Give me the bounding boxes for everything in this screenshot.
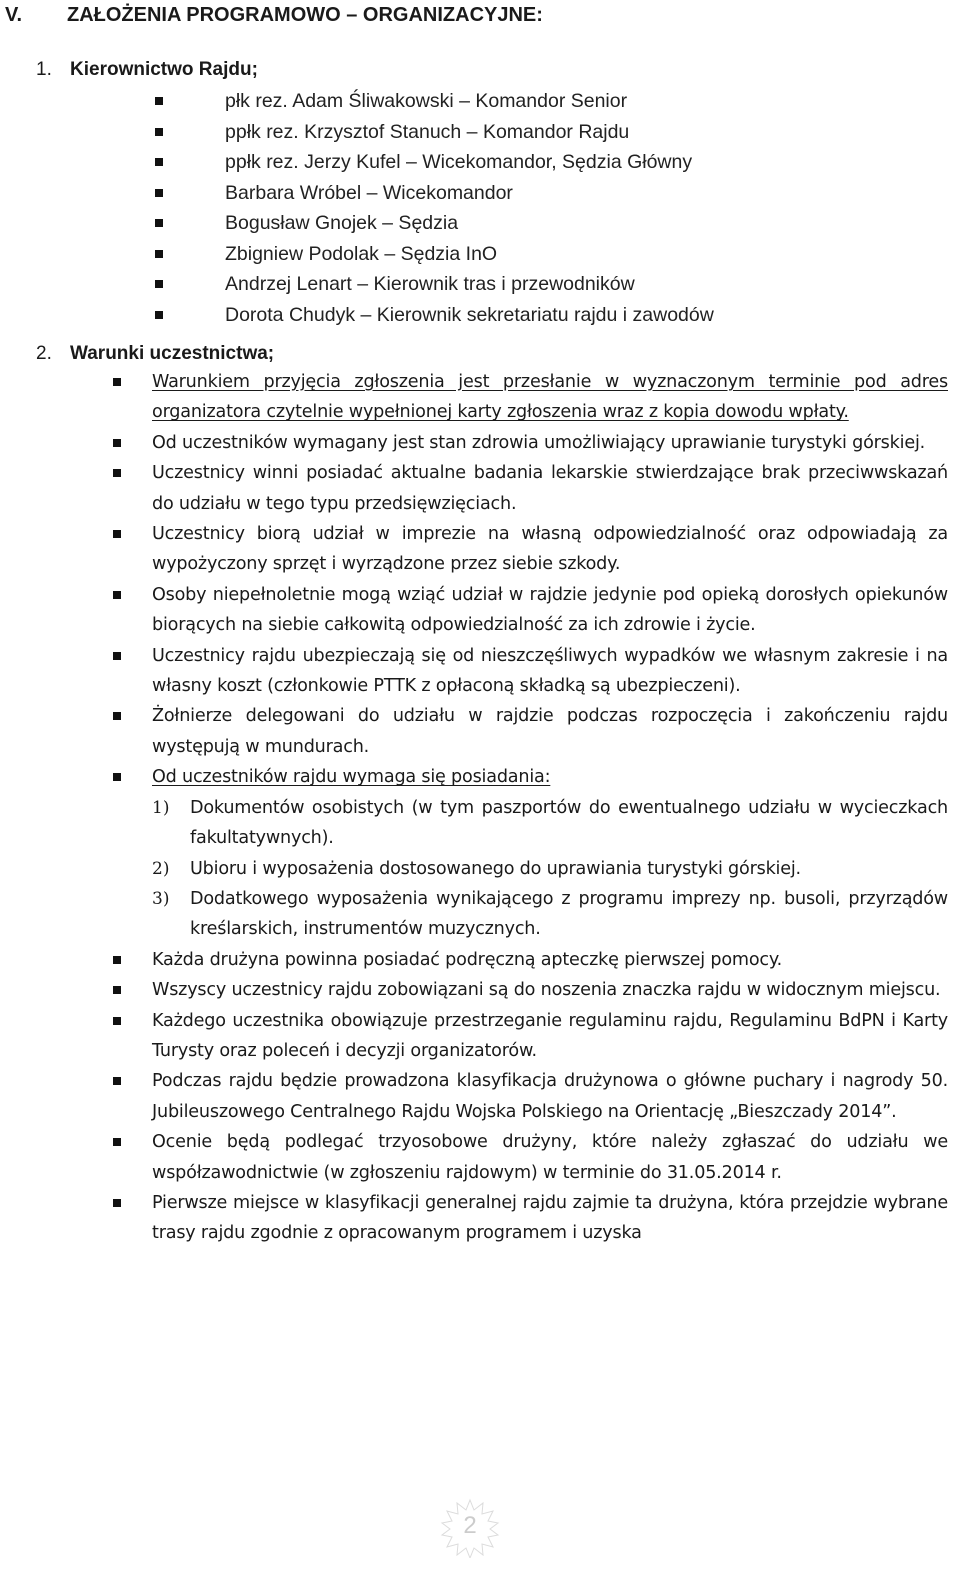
list-item xyxy=(110,458,948,519)
square-bullet-icon xyxy=(155,311,163,319)
part2-number: 2. xyxy=(36,343,52,364)
square-bullet-icon xyxy=(155,280,163,288)
square-bullet-icon xyxy=(113,378,121,386)
section-title: ZAŁOŻENIA PROGRAMOWO – ORGANIZACYJNE: xyxy=(67,4,543,26)
square-bullet-icon xyxy=(155,250,163,258)
list-item xyxy=(110,367,948,428)
square-bullet-icon xyxy=(155,97,163,105)
square-bullet-icon xyxy=(155,189,163,197)
list-item xyxy=(110,519,948,580)
requirement-number: 2) xyxy=(152,858,170,879)
square-bullet-icon xyxy=(113,530,121,538)
square-bullet-icon xyxy=(155,158,163,166)
requirements-intro: Od uczestników rajdu wymaga się posiadania: xyxy=(152,767,551,788)
square-bullet-icon xyxy=(113,439,121,447)
part1-number: 1. xyxy=(36,59,52,80)
square-bullet-icon xyxy=(113,1199,121,1207)
section-number: V. xyxy=(5,4,23,26)
part1-heading xyxy=(36,59,258,81)
list-item xyxy=(110,1066,948,1127)
paragraph-text: Osoby niepełnoletnie mogą wziąć udział w rajdzie jedynie pod opieką dorosłych opiekunów biorących na siebie całkowitą odpowiedzialność za ich zdrowie i życie. xyxy=(152,584,948,636)
paragraph-text: Pierwsze miejsce w klasyfikacji generalnej rajdu zajmie ta drużyna, która przejdzie wybrane trasy rajdu zgodnie z opracowanym programem i uzyska xyxy=(152,1192,948,1244)
square-bullet-icon xyxy=(155,219,163,227)
paragraph-text: Podczas rajdu będzie prowadzona klasyfikacja drużynowa o główne puchary i nagrody 50. Jubileuszowego Centralnego Rajdu Wojska Polskiego na Orientację „Bieszczady 2014”. xyxy=(152,1071,948,1122)
paragraph-text: Każda drużyna powinna posiadać podręczną apteczkę pierwszej pomocy. xyxy=(152,949,782,970)
list-item xyxy=(110,580,948,641)
conditions-list xyxy=(110,367,948,1249)
requirement-number: 3) xyxy=(152,888,170,909)
list-item xyxy=(110,1188,948,1249)
square-bullet-icon xyxy=(155,128,163,136)
paragraph-text xyxy=(152,762,948,792)
requirement-number: 1) xyxy=(152,797,170,818)
list-item xyxy=(110,1127,948,1188)
square-bullet-icon xyxy=(113,712,121,720)
requirement-item xyxy=(110,793,948,854)
square-bullet-icon xyxy=(113,591,121,599)
list-item xyxy=(110,641,948,702)
requirement-text: Dodatkowego wyposażenia wynikającego z programu imprezy np. busoli, przyrządów kreślarskich, instrumentów muzycznych. xyxy=(190,888,948,940)
list-item-text: Bogusław Gnojek – Sędzia xyxy=(225,212,459,234)
paragraph-text: Warunkiem przyjęcia zgłoszenia jest przesłanie w wyznaczonym terminie pod adres organizatora czytelnie wypełnionej karty zgłoszenia wraz z kopia dowodu wpłaty. xyxy=(152,372,948,423)
paragraph-text: Ocenie będą podlegać trzyosobowe drużyny, które należy zgłaszać do udziału we współzawodnictwie (w zgłoszeniu rajdowym) w terminie do 31.05.2014 r. xyxy=(152,1132,948,1183)
paragraph-text: Wszyscy uczestnicy rajdu zobowiązani są do noszenia znaczka rajdu w widocznym miejscu. xyxy=(152,980,941,1001)
list-item-text: Zbigniew Podolak – Sędzia InO xyxy=(225,242,498,265)
list-item xyxy=(110,945,948,975)
section-heading xyxy=(5,4,543,27)
list-item-text: Andrzej Lenart – Kierownik tras i przewodników xyxy=(225,273,635,295)
paragraph-text: Żołnierze delegowani do udziału w rajdzie podczas rozpoczęcia i zakończeniu rajdu występują w mundurach. xyxy=(152,706,948,757)
requirement-item xyxy=(110,884,948,945)
list-item xyxy=(110,1006,948,1067)
requirement-item xyxy=(110,854,948,884)
square-bullet-icon xyxy=(113,956,121,964)
square-bullet-icon xyxy=(113,652,121,660)
list-item xyxy=(110,975,948,1005)
square-bullet-icon xyxy=(113,986,121,994)
requirements-list xyxy=(110,793,948,945)
list-item-text: Dorota Chudyk – Kierownik sekretariatu rajdu i zawodów xyxy=(225,303,714,326)
square-bullet-icon xyxy=(113,1138,121,1146)
list-item-text: ppłk rez. Jerzy Kufel – Wicekomandor, Sędzia Główny xyxy=(225,151,693,173)
paragraph-text: Uczestnicy biorą udział w imprezie na własną odpowiedzialność oraz odpowiadają za wypożyczony sprzęt i wyrządzone przez siebie szkody. xyxy=(152,524,948,575)
page-number-badge xyxy=(440,1498,500,1558)
list-item xyxy=(110,428,948,458)
part2-heading xyxy=(36,343,274,365)
paragraph-text: Każdego uczestnika obowiązuje przestrzeganie regulaminu rajdu, Regulaminu BdPN i Karty Turysty oraz poleceń i decyzji organizatorów. xyxy=(152,1010,948,1061)
square-bullet-icon xyxy=(113,469,121,477)
list-item xyxy=(110,762,948,944)
list-item-text: Barbara Wróbel – Wicekomandor xyxy=(225,181,513,204)
list-item xyxy=(110,701,948,762)
requirement-text: Ubioru i wyposażenia dostosowanego do uprawiania turystyki górskiej. xyxy=(190,858,801,879)
requirement-text: Dokumentów osobistych (w tym paszportów do ewentualnego udziału w wycieczkach fakultatywnych). xyxy=(190,797,948,849)
paragraph-text: Od uczestników wymagany jest stan zdrowia umożliwiający uprawianie turystyki górskiej. xyxy=(152,432,926,453)
part1-title: Kierownictwo Rajdu; xyxy=(70,59,258,80)
square-bullet-icon xyxy=(113,773,121,781)
list-item-text: płk rez. Adam Śliwakowski – Komandor Senior xyxy=(225,90,628,112)
paragraph-text: Uczestnicy winni posiadać aktualne badania lekarskie stwierdzające brak przeciwwskazań do udziału w tego typu przedsięwzięciach. xyxy=(152,463,948,514)
square-bullet-icon xyxy=(113,1077,121,1085)
part2-title: Warunki uczestnictwa; xyxy=(70,343,275,364)
square-bullet-icon xyxy=(113,1017,121,1025)
paragraph-text: Uczestnicy rajdu ubezpieczają się od nieszczęśliwych wypadków we własnym zakresie i na własny koszt (członkowie PTTK z opłaconą składką są ubezpieczeni). xyxy=(152,645,948,697)
list-item-text: ppłk rez. Krzysztof Stanuch – Komandor Rajdu xyxy=(225,120,630,143)
page-number: 2 xyxy=(463,1512,477,1539)
